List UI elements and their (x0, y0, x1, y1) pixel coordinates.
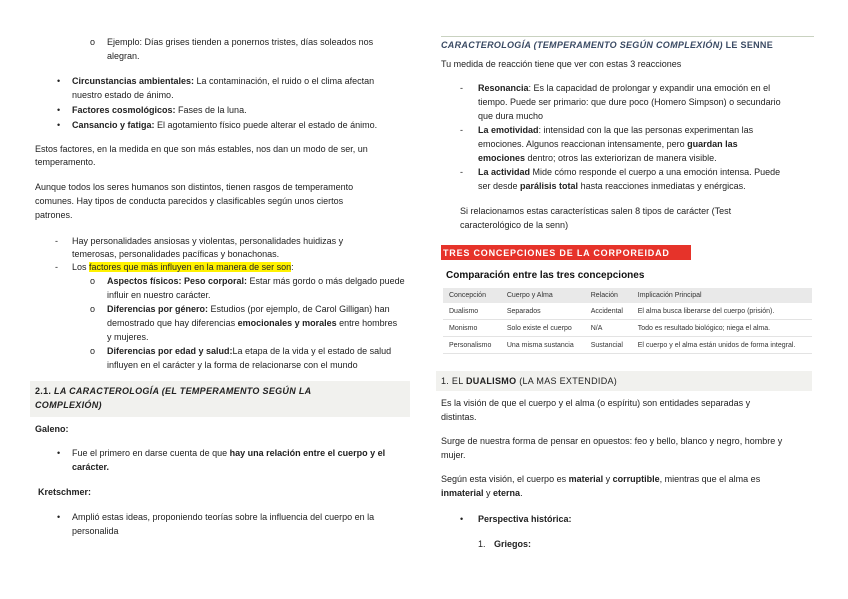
resonancia-item-cont2: que dura mucho (478, 111, 544, 121)
paragraph-factores: Estos factores, en la medida en que son más estables, nos dan un modo de ser, un (35, 144, 368, 154)
hollow-bullet-icon: o (90, 276, 96, 286)
table-cell: Dualismo (443, 303, 501, 320)
perspectiva-historica-item: Perspectiva histórica: (478, 514, 572, 524)
bullet-icon: • (460, 514, 464, 524)
paragraph-rasgos: Aunque todos los seres humanos son distintos, tienen rasgos de temperamento (35, 182, 354, 192)
actividad-item-cont: ser desde parálisis total hasta reacciones inmediatas y enérgicas. (478, 181, 746, 191)
section-heading-cont: COMPLEXIÓN) (35, 400, 102, 410)
bullet-icon: • (57, 512, 61, 522)
factores-item: Los factores que más influyen en la manera de ser son: (72, 262, 294, 272)
circunstancias-item-cont: nuestro estado de ánimo. (72, 90, 174, 100)
table-header-cell: Implicación Principal (632, 288, 812, 303)
dualismo-heading: 1. EL DUALISMO (LA MAS EXTENDIDA) (441, 376, 618, 386)
emotividad-item-cont2: emociones dentro; otros las exteriorizan de manera visible. (478, 153, 717, 163)
material-text: Según esta visión, el cuerpo es material y corruptible, mientras que el alma es (441, 474, 761, 484)
paragraph-rasgos-cont: comunes. Hay tipos de conducta parecidos y clasificables según unos ciertos (35, 196, 344, 206)
paragraph-rasgos-cont2: patrones. (35, 210, 73, 220)
table-header-cell: Relación (585, 288, 632, 303)
table-header-row (443, 288, 812, 303)
table-cell: Todo es resultado biológico; niega el alma. (632, 320, 812, 337)
caracterologia-heading: CARACTEROLOGÍA (TEMPERAMENTO SEGÚN COMPLEXIÓN) LE SENNE (441, 40, 774, 50)
dash-bullet-icon: - (460, 125, 463, 135)
table-cell: Sustancial (585, 337, 632, 354)
galeno-item: Fue el primero en darse cuenta de que hay una relación entre el cuerpo y el (72, 448, 386, 458)
genero-item-cont2: y mujeres. (107, 332, 149, 342)
aspectos-fisicos-item: Aspectos físicos: Peso corporal: Estar más gordo o más delgado puede (107, 276, 405, 286)
bullet-icon: • (57, 448, 61, 458)
table-cell: Monismo (443, 320, 501, 337)
circunstancias-item: Circunstancias ambientales: La contaminación, el ruido o el clima afectan (72, 76, 375, 86)
table-cell: El cuerpo y el alma están unidos de forma integral. (632, 337, 812, 354)
opuestos-text: Surge de nuestra forma de pensar en opuestos: feo y bello, blanco y negro, hombre y (441, 436, 783, 446)
bullet-icon: • (57, 76, 61, 86)
galeno-item-cont: carácter. (72, 462, 110, 472)
highlighted-text: factores que más influyen en la manera de ser son (89, 262, 292, 272)
edad-salud-item-cont: influyen en el carácter y la forma de relacionarse con el mundo (107, 360, 358, 370)
table-cell: Personalismo (443, 337, 501, 354)
example-text: Ejemplo: Días grises tienden a ponernos tristes, días soleados nos (107, 37, 374, 47)
edad-salud-item: Diferencias por edad y salud:La etapa de la vida y el estado de salud (107, 346, 392, 356)
griegos-item: Griegos: (494, 539, 532, 549)
comparison-title: Comparación entre las tres concepciones (446, 270, 645, 281)
galeno-label: Galeno: (35, 424, 69, 434)
tipos-caracter-text-cont: caracterológico de la senn) (460, 220, 569, 230)
dash-bullet-icon: - (55, 236, 58, 246)
example-text-cont: alegran. (107, 51, 140, 61)
opuestos-text-cont: mujer. (441, 450, 466, 460)
table-header-cell: Concepción (443, 288, 501, 303)
resonancia-item-cont: tiempo. Puede ser primario: que dure poco (Homero Simpson) o secundario (478, 97, 781, 107)
comparison-table (443, 288, 812, 354)
personalidades-item: Hay personalidades ansiosas y violentas, personalidades huidizas y (72, 236, 344, 246)
intro-text: Tu medida de reacción tiene que ver con estas 3 reacciones (441, 59, 682, 69)
bullet-icon: • (57, 120, 61, 130)
tipos-caracter-text: Si relacionamos estas características salen 8 tipos de carácter (Test (460, 206, 732, 216)
dualismo-definition: Es la visión de que el cuerpo y el alma (o espíritu) son entidades separadas y (441, 398, 751, 408)
actividad-item: La actividad Mide cómo responde el cuerpo a una emoción intensa. Puede (478, 167, 781, 177)
kretschmer-label: Kretschmer: (38, 487, 92, 497)
kretschmer-item: Amplió estas ideas, proponiendo teorías sobre la influencia del cuerpo en la (72, 512, 375, 522)
emotividad-item: La emotividad: intensidad con la que las personas experimentan las (478, 125, 754, 135)
emotividad-item-cont: emociones. Algunos reaccionan intensamente, pero guardan las (478, 139, 738, 149)
table-cell: Accidental (585, 303, 632, 320)
table-cell: Solo existe el cuerpo (501, 320, 585, 337)
resonancia-item: Resonancia: Es la capacidad de prolongar y expandir una emoción en el (478, 83, 771, 93)
dualismo-definition-cont: distintas. (441, 412, 477, 422)
hollow-bullet-icon: o (90, 346, 96, 356)
personalidades-item-cont: temerosas, personalidades pacíficas y bonachonas. (72, 249, 280, 259)
dash-bullet-icon: - (460, 167, 463, 177)
aspectos-fisicos-cont: influir en nuestro carácter. (107, 290, 211, 300)
table-cell: Separados (501, 303, 585, 320)
table-cell: Una misma sustancia (501, 337, 585, 354)
cosmologicos-item: Factores cosmológicos: Fases de la luna. (72, 105, 247, 115)
table-cell: N/A (585, 320, 632, 337)
dash-bullet-icon: - (55, 262, 58, 272)
genero-item-cont: demostrado que hay diferencias emocionales y morales entre hombres (107, 318, 398, 328)
griegos-number: 1. (478, 539, 486, 549)
material-text-cont: inmaterial y eterna. (441, 488, 523, 498)
heading-rule (441, 36, 814, 37)
table-cell: El alma busca liberarse del cuerpo (prisión). (632, 303, 812, 320)
genero-item: Diferencias por género: Estudios (por ejemplo, de Carol Gilligan) han (107, 304, 390, 314)
table-header-cell: Cuerpo y Alma (501, 288, 585, 303)
dash-bullet-icon: - (460, 83, 463, 93)
cansancio-item: Cansancio y fatiga: El agotamiento físico puede alterar el estado de ánimo. (72, 120, 378, 130)
hollow-bullet-icon: o (90, 304, 96, 314)
table-row (443, 303, 812, 320)
hollow-bullet-icon: o (90, 37, 96, 47)
paragraph-factores-cont: temperamento. (35, 157, 96, 167)
kretschmer-item-cont: personalida (72, 526, 119, 536)
section-heading: 2.1. LA CARACTEROLOGÍA (EL TEMPERAMENTO SEGÚN LA (35, 386, 312, 396)
corporeidad-banner-text: TRES CONCEPCIONES DE LA CORPOREIDAD (443, 248, 670, 258)
table-row (443, 320, 812, 337)
table-row (443, 337, 812, 354)
bullet-icon: • (57, 105, 61, 115)
